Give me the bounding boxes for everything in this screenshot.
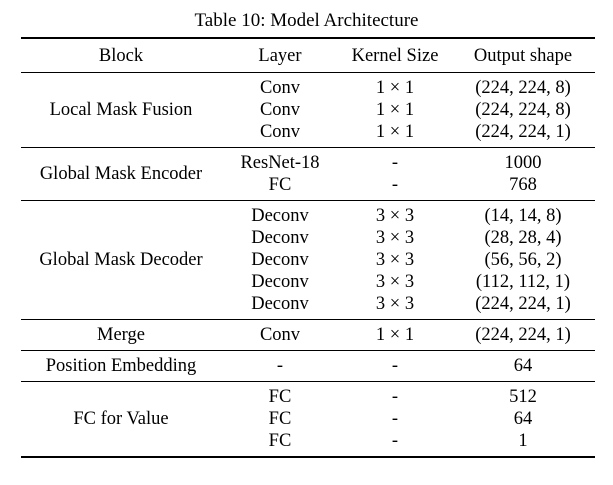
layer-value: Conv bbox=[259, 122, 301, 142]
layer-value: Deconv bbox=[251, 228, 309, 248]
output-shape-value: (28, 28, 4) bbox=[484, 228, 562, 248]
header-output-shape: Output shape bbox=[451, 38, 595, 73]
output-shape-value: 64 bbox=[513, 356, 533, 376]
kernel-size-value: - bbox=[391, 431, 399, 451]
layer-value: Deconv bbox=[251, 250, 309, 270]
layer-value: Deconv bbox=[251, 294, 309, 314]
layer-cell bbox=[221, 201, 339, 320]
output-shape-value: (224, 224, 8) bbox=[475, 100, 571, 120]
output-shape-value: (224, 224, 1) bbox=[475, 122, 571, 142]
kernel-size-value: 3 × 3 bbox=[375, 250, 415, 270]
layer-value: FC bbox=[268, 409, 292, 429]
kernel-size-value: - bbox=[391, 153, 399, 173]
kernel-size-cell bbox=[339, 148, 451, 201]
table-group-row bbox=[21, 201, 595, 320]
kernel-size-value: 3 × 3 bbox=[375, 228, 415, 248]
table-group-row bbox=[21, 73, 595, 148]
output-shape-value: (224, 224, 1) bbox=[475, 325, 571, 345]
table-group-row bbox=[21, 351, 595, 382]
layer-value: ResNet-18 bbox=[240, 153, 320, 173]
kernel-size-cell bbox=[339, 382, 451, 458]
output-shape-value: 1 bbox=[518, 431, 528, 451]
kernel-size-cell bbox=[339, 351, 451, 382]
output-shape-value: 1000 bbox=[504, 153, 542, 173]
output-shape-value: 512 bbox=[509, 387, 537, 407]
table-body bbox=[21, 73, 595, 458]
layer-value: Deconv bbox=[251, 206, 309, 226]
header-row bbox=[21, 38, 595, 73]
kernel-size-cell bbox=[339, 73, 451, 148]
layer-value: - bbox=[276, 356, 284, 376]
output-shape-value: 768 bbox=[509, 175, 537, 195]
block-name-cell: Global Mask Encoder bbox=[21, 148, 221, 201]
kernel-size-value: 1 × 1 bbox=[375, 325, 415, 345]
layer-cell bbox=[221, 148, 339, 201]
table-group-row bbox=[21, 148, 595, 201]
layer-cell bbox=[221, 73, 339, 148]
kernel-size-value: 1 × 1 bbox=[375, 78, 415, 98]
kernel-size-value: - bbox=[391, 175, 399, 195]
layer-value: Conv bbox=[259, 325, 301, 345]
layer-cell bbox=[221, 382, 339, 458]
output-shape-cell bbox=[451, 351, 595, 382]
kernel-size-value: - bbox=[391, 387, 399, 407]
output-shape-cell bbox=[451, 382, 595, 458]
layer-value: FC bbox=[268, 175, 292, 195]
kernel-size-value: 1 × 1 bbox=[375, 122, 415, 142]
block-name-cell: Merge bbox=[21, 320, 221, 351]
block-name-cell: Global Mask Decoder bbox=[21, 201, 221, 320]
layer-value: Deconv bbox=[251, 272, 309, 292]
kernel-size-value: - bbox=[391, 356, 399, 376]
output-shape-value: (112, 112, 1) bbox=[475, 272, 571, 292]
layer-cell bbox=[221, 320, 339, 351]
layer-cell bbox=[221, 351, 339, 382]
output-shape-value: (14, 14, 8) bbox=[484, 206, 562, 226]
header-kernel-size: Kernel Size bbox=[339, 38, 451, 73]
layer-value: Conv bbox=[259, 100, 301, 120]
kernel-size-value: 3 × 3 bbox=[375, 294, 415, 314]
output-shape-cell bbox=[451, 320, 595, 351]
table-group-row bbox=[21, 382, 595, 458]
kernel-size-cell bbox=[339, 201, 451, 320]
layer-value: FC bbox=[268, 387, 292, 407]
output-shape-cell bbox=[451, 148, 595, 201]
table-caption: Table 10: Model Architecture bbox=[194, 10, 419, 31]
output-shape-value: (56, 56, 2) bbox=[484, 250, 562, 270]
block-name-cell: Position Embedding bbox=[21, 351, 221, 382]
kernel-size-value: - bbox=[391, 409, 399, 429]
kernel-size-value: 3 × 3 bbox=[375, 272, 415, 292]
table-group-row bbox=[21, 320, 595, 351]
kernel-size-value: 1 × 1 bbox=[375, 100, 415, 120]
output-shape-value: 64 bbox=[513, 409, 533, 429]
block-name-cell: Local Mask Fusion bbox=[21, 73, 221, 148]
block-name-cell: FC for Value bbox=[21, 382, 221, 458]
output-shape-cell bbox=[451, 201, 595, 320]
header-layer: Layer bbox=[221, 38, 339, 73]
layer-value: Conv bbox=[259, 78, 301, 98]
header-block: Block bbox=[21, 38, 221, 73]
output-shape-cell bbox=[451, 73, 595, 148]
layer-value: FC bbox=[268, 431, 292, 451]
architecture-table bbox=[21, 37, 595, 458]
kernel-size-value: 3 × 3 bbox=[375, 206, 415, 226]
output-shape-value: (224, 224, 1) bbox=[475, 294, 571, 314]
output-shape-value: (224, 224, 8) bbox=[475, 78, 571, 98]
kernel-size-cell bbox=[339, 320, 451, 351]
